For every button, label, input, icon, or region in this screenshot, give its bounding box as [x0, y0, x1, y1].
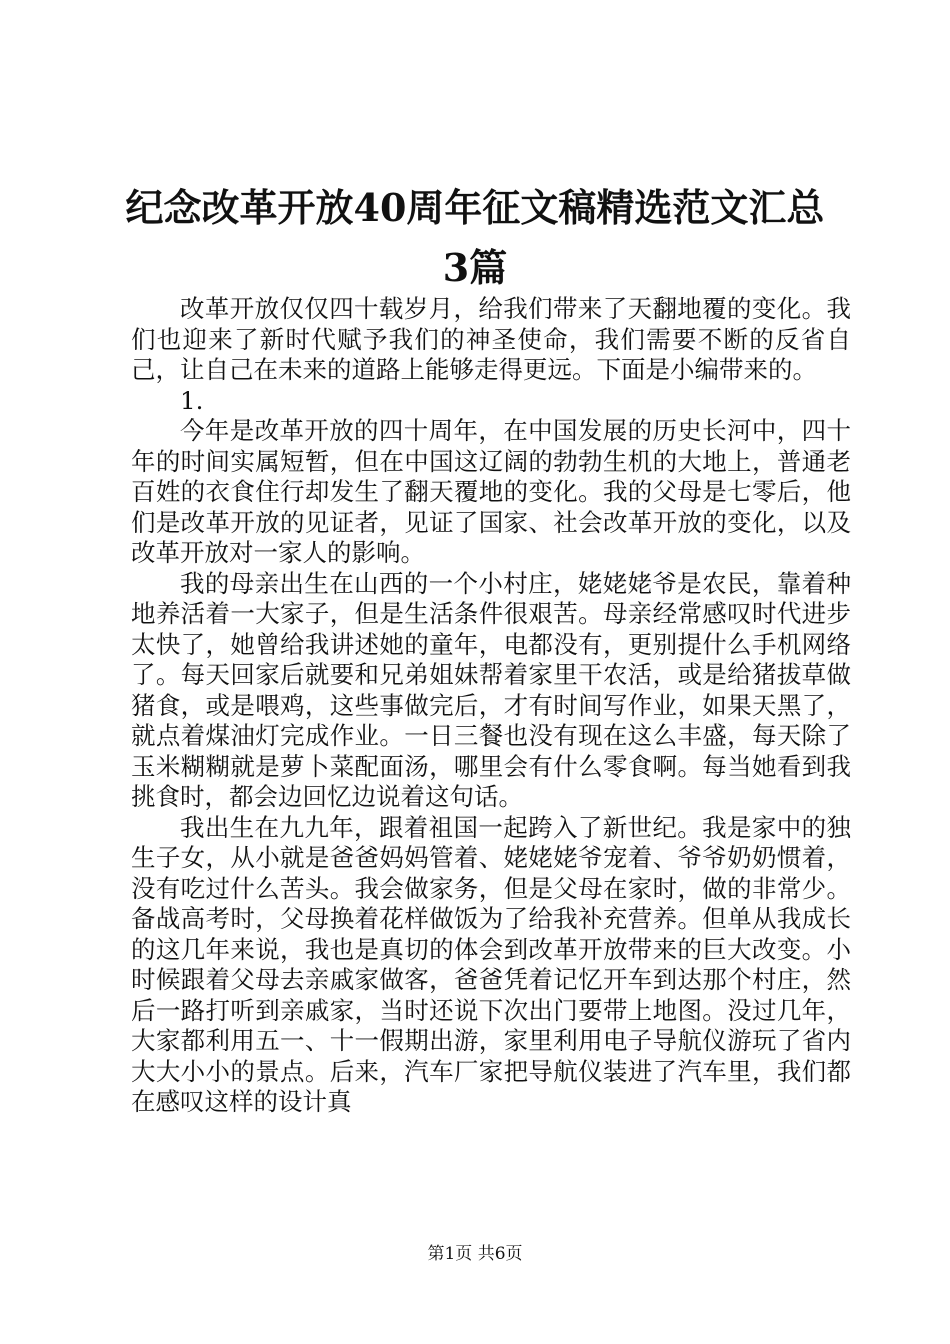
page-footer: 第1页 共6页: [427, 1244, 523, 1264]
body-paragraph: 今年是改革开放的四十周年，在中国发展的历史长河中，四十年的时间实属短暂，但在中国这辽阔的勃勃生机的大地上，普通老百姓的衣食住行却发生了翻天覆地的变化。我的父母是七零后，他们是改革开放的见证者，见证了国家、社会改革开放的变化，以及改革开放对一家人的影响。: [131, 416, 851, 567]
body-paragraph: 我出生在九九年，跟着祖国一起跨入了新世纪。我是家中的独生子女，从小就是爸爸妈妈管着、姥姥姥爷宠着、爷爷奶奶惯着，没有吃过什么苦头。我会做家务，但是父母在家时，做的非常少。备战高考时，父母换着花样做饭为了给我补充营养。但单从我成长的这几年来说，我也是真切的体会到改革开放带来的巨大改变。小时候跟着父母去亲戚家做客，爸爸凭着记忆开车到达那个村庄，然后一路打听到亲戚家，当时还说下次出门要带上地图。没过几年，大家都利用五一、十一假期出游，家里利用电子导航仪游玩了省内大大小小的景点。后来，汽车厂家把导航仪装进了汽车里，我们都在感叹这样的设计真: [131, 812, 851, 1116]
section-number: 1.: [180, 385, 204, 415]
document-body: [131, 294, 851, 1118]
body-paragraph: 我的母亲出生在山西的一个小村庄，姥姥姥爷是农民，靠着种地养活着一大家子，但是生活条件很艰苦。母亲经常感叹时代进步太快了，她曾给我讲述她的童年，电都没有，更别提什么手机网络了。每天回家后就要和兄弟姐妹帮着家里干农活，或是给猪拔草做猪食，或是喂鸡，这些事做完后，才有时间写作业，如果天黑了，就点着煤油灯完成作业。一日三餐也没有现在这么丰盛，每天除了玉米糊糊就是萝卜菜配面汤，哪里会有什么零食啊。每当她看到我挑食时，都会边回忆边说着这句话。: [131, 568, 851, 811]
document-title: 纪念改革开放40周年征文稿精选范文汇总3篇: [125, 185, 825, 290]
intro-paragraph: 改革开放仅仅四十载岁月，给我们带来了天翻地覆的变化。我们也迎来了新时代赋予我们的神圣使命，我们需要不断的反省自己，让自己在未来的道路上能够走得更远。下面是小编带来的。: [131, 294, 851, 384]
